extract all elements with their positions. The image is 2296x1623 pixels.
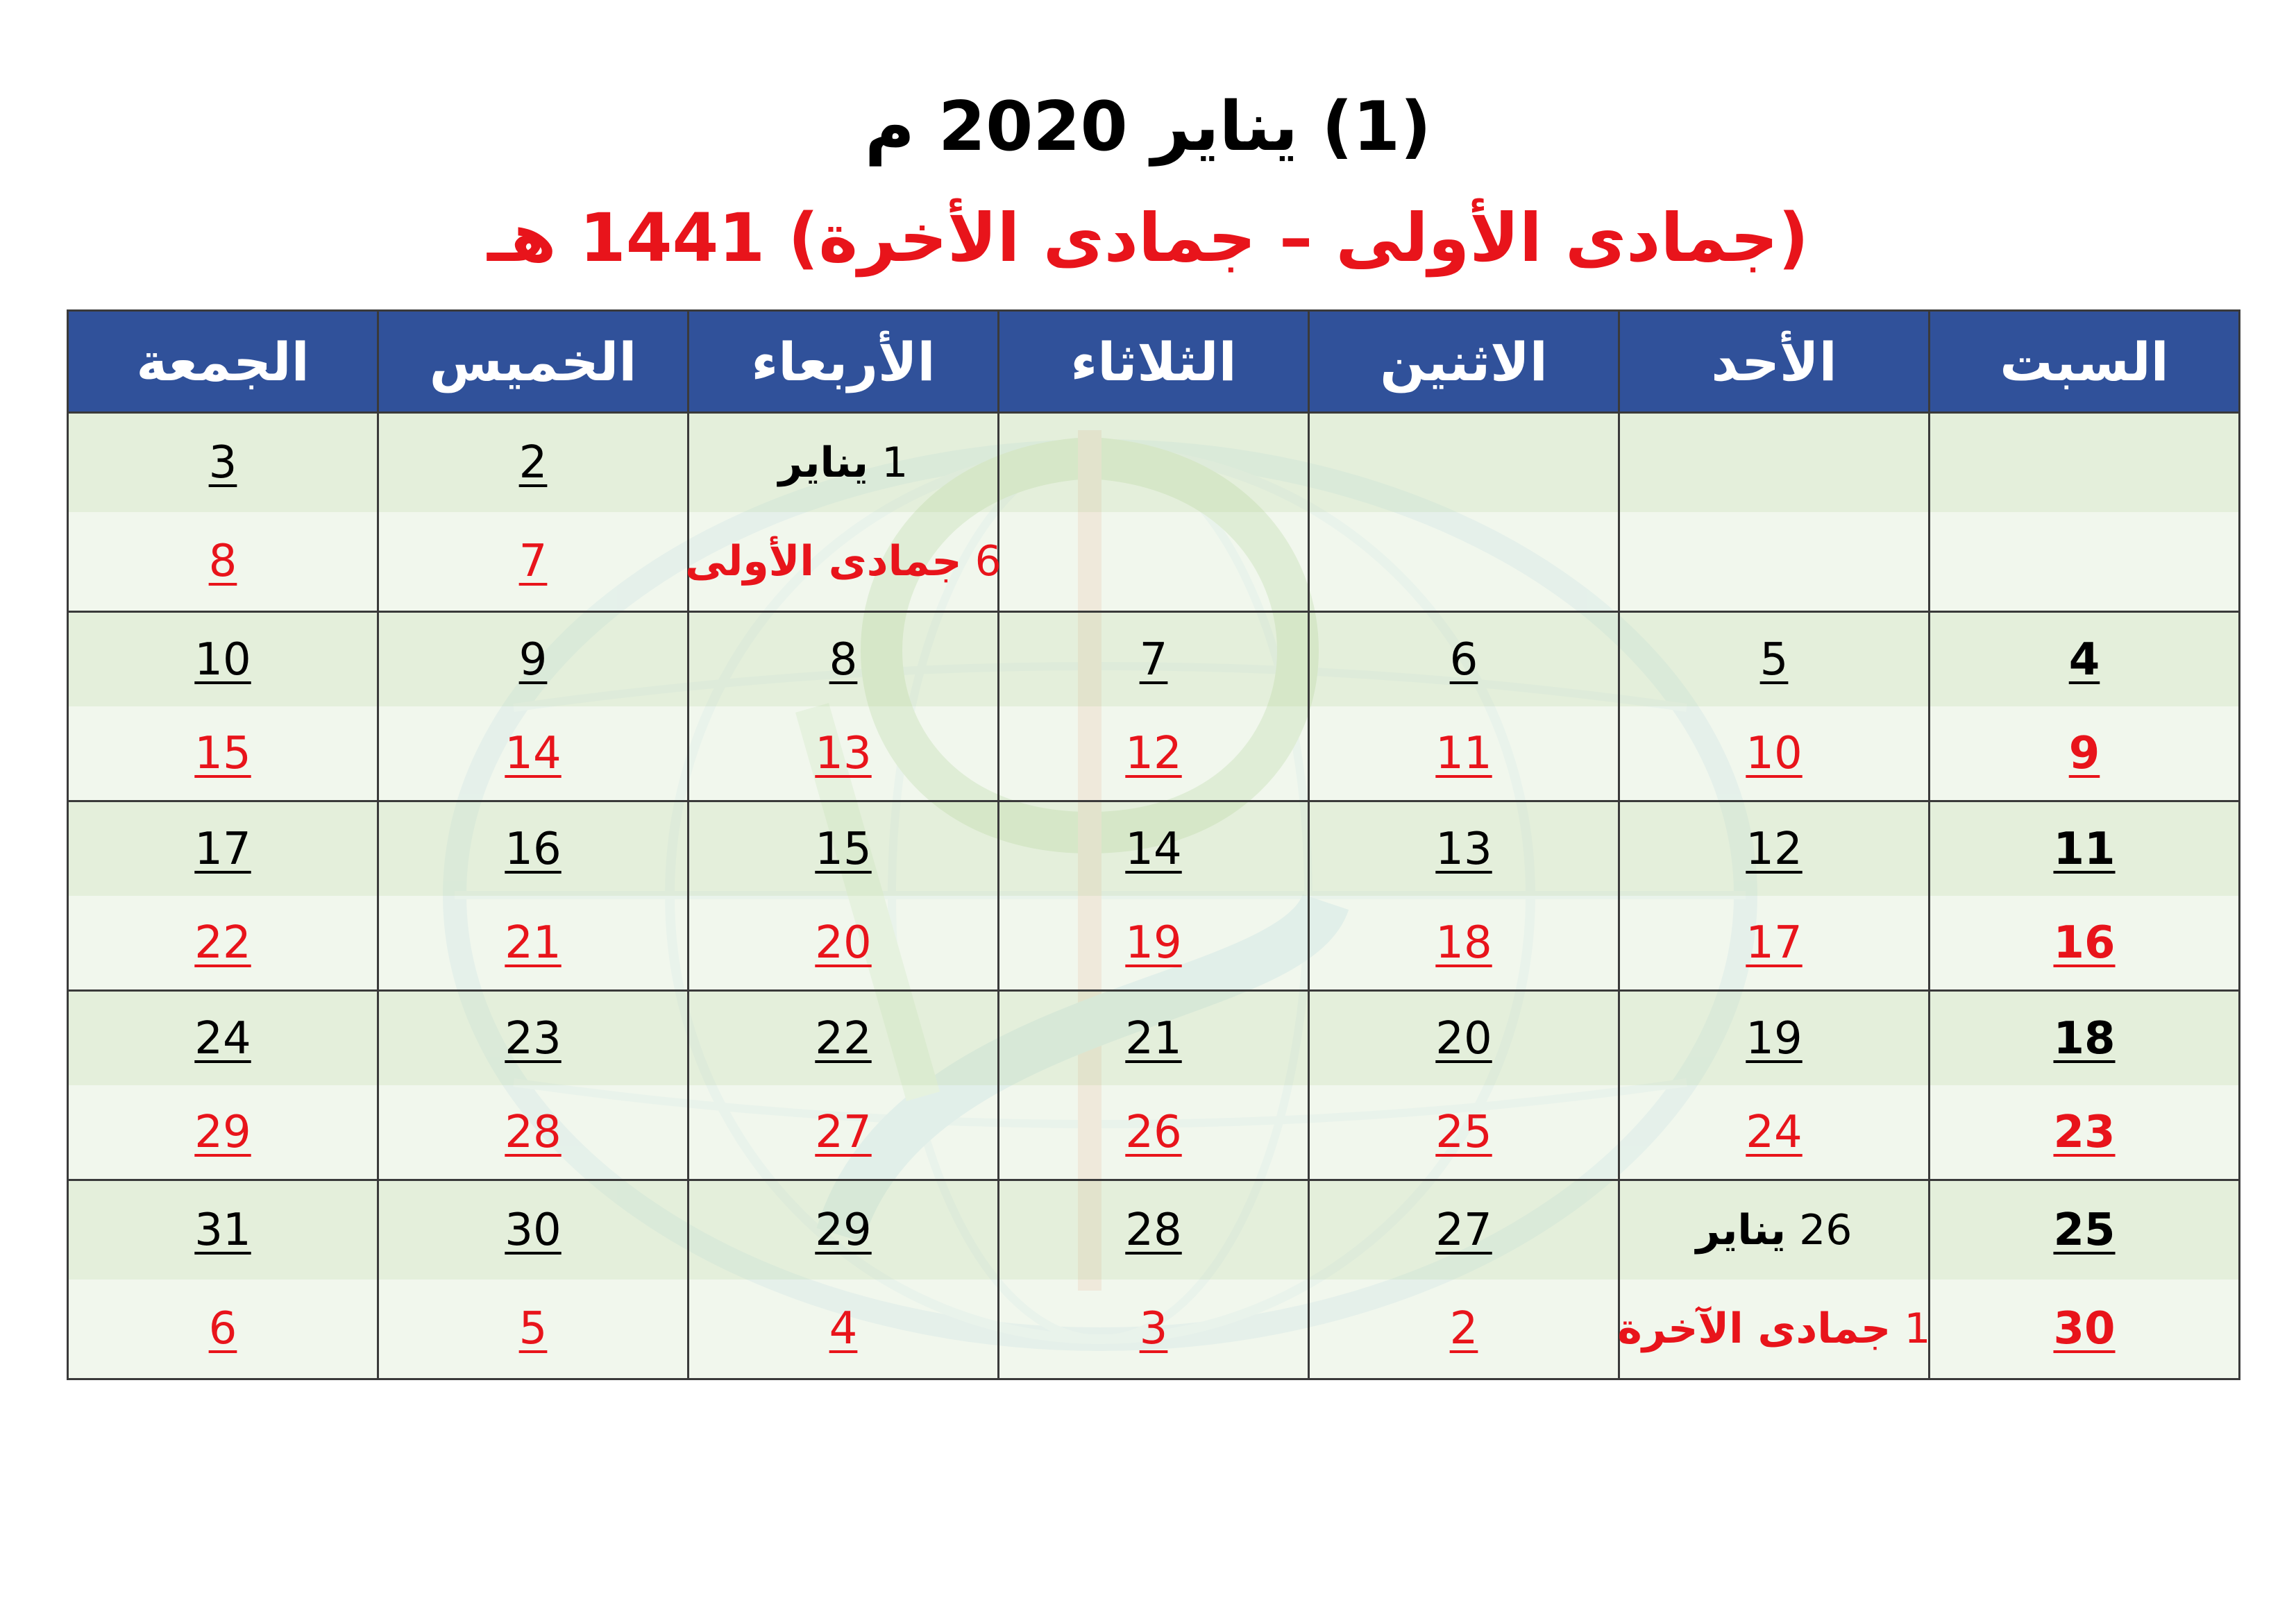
- hijri-day-number: 23: [2053, 1106, 2116, 1158]
- calendar-day-cell: [689, 801, 999, 991]
- gregorian-day-number: 14: [1125, 823, 1182, 875]
- gregorian-date: [1310, 613, 1618, 706]
- hijri-day-number: 2: [1449, 1303, 1478, 1354]
- hijri-month-name: جمادى الآخرة: [1617, 1305, 1891, 1353]
- hijri-date: [1930, 512, 2238, 611]
- hijri-date: [1930, 1085, 2238, 1179]
- calendar-day-cell: [1930, 801, 2240, 991]
- hijri-date: [1620, 512, 1928, 611]
- hijri-day-number: 12: [1125, 727, 1182, 779]
- hijri-date: [1620, 1085, 1928, 1179]
- calendar-day-cell: [1309, 1180, 1619, 1379]
- calendar-week-row: [68, 991, 2240, 1180]
- gregorian-day-number: 12: [1746, 823, 1803, 875]
- day-cell-content: [379, 414, 687, 611]
- gregorian-month-start: [778, 439, 909, 487]
- calendar-day-cell: [1309, 801, 1619, 991]
- gregorian-date: [379, 1181, 687, 1280]
- gregorian-date: [1930, 992, 2238, 1085]
- hijri-day-number: 1: [1904, 1305, 1931, 1353]
- gregorian-date: [1310, 414, 1618, 512]
- gregorian-date: [69, 992, 377, 1085]
- day-cell-content: [689, 613, 997, 800]
- calendar-week-row: [68, 413, 2240, 612]
- gregorian-date: [69, 802, 377, 896]
- day-cell-content: [1620, 802, 1928, 989]
- gregorian-day-number: 21: [1125, 1012, 1182, 1064]
- calendar-day-cell: [1930, 413, 2240, 612]
- calendar-day-cell: [1930, 1180, 2240, 1379]
- calendar-day-cell: [999, 612, 1309, 801]
- day-cell-content: [1310, 802, 1618, 989]
- gregorian-day-number: 10: [194, 634, 251, 686]
- hijri-date: [999, 1280, 1308, 1378]
- gregorian-day-number: 20: [1435, 1012, 1492, 1064]
- hijri-date: [1310, 706, 1618, 800]
- hijri-date: [1310, 896, 1618, 989]
- hijri-date: [69, 1280, 377, 1378]
- day-cell-content: [1620, 613, 1928, 800]
- day-cell-content: [999, 992, 1308, 1179]
- gregorian-day-number: 8: [829, 634, 858, 686]
- gregorian-date: [379, 613, 687, 706]
- calendar-day-cell: [999, 991, 1309, 1180]
- hijri-day-number: 7: [518, 536, 548, 587]
- hijri-day-number: 25: [1435, 1106, 1492, 1158]
- hijri-day-number: 6: [974, 537, 1002, 586]
- hijri-day-number: 13: [815, 727, 872, 779]
- day-cell-content: [685, 414, 1002, 611]
- hijri-date: [999, 896, 1308, 989]
- gregorian-day-number: 30: [505, 1205, 562, 1256]
- weekday-header: الخميس: [378, 311, 689, 413]
- day-cell-content: [1620, 992, 1928, 1179]
- gregorian-day-number: 11: [2053, 823, 2116, 875]
- gregorian-day-number: 22: [815, 1012, 872, 1064]
- calendar-day-cell: [999, 801, 1309, 991]
- day-cell-content: [1617, 1181, 1931, 1378]
- calendar-day-cell: [378, 612, 689, 801]
- hijri-day-number: 5: [518, 1303, 548, 1354]
- hijri-date: [69, 706, 377, 800]
- hijri-date: [1930, 1280, 2238, 1378]
- gregorian-date: [1620, 414, 1928, 512]
- gregorian-date: [379, 414, 687, 512]
- gregorian-month-name: يناير: [778, 439, 869, 487]
- gregorian-day-number: 24: [194, 1012, 251, 1064]
- hijri-day-number: 21: [505, 917, 562, 969]
- day-cell-content: [69, 992, 377, 1179]
- gregorian-day-number: 15: [815, 823, 872, 875]
- day-cell-content: [999, 414, 1308, 611]
- day-cell-content: [69, 802, 377, 989]
- day-cell-content: [689, 992, 997, 1179]
- calendar-day-cell: [68, 612, 378, 801]
- hijri-day-number: 8: [208, 536, 237, 587]
- gregorian-day-number: 19: [1746, 1012, 1803, 1064]
- gregorian-day-number: 6: [1449, 634, 1478, 686]
- hijri-day-number: 27: [815, 1106, 872, 1158]
- gregorian-day-number: 9: [518, 634, 548, 686]
- hijri-date: [999, 512, 1308, 611]
- hijri-month-start: [1617, 1305, 1931, 1353]
- weekday-header: الثلاثاء: [999, 311, 1309, 413]
- gregorian-day-number: 3: [208, 437, 237, 488]
- gregorian-month-name: يناير: [1696, 1206, 1786, 1255]
- gregorian-date: [379, 992, 687, 1085]
- day-cell-content: [1310, 1181, 1618, 1378]
- day-cell-content: [1930, 1181, 2238, 1378]
- hijri-date: [379, 1085, 687, 1179]
- weekday-header-row: [68, 311, 2240, 413]
- calendar-day-cell: [1930, 991, 2240, 1180]
- hijri-date: [1620, 896, 1928, 989]
- gregorian-date: [1620, 802, 1928, 896]
- hijri-day-number: 28: [505, 1106, 562, 1158]
- gregorian-date: [999, 613, 1308, 706]
- gregorian-date: [689, 613, 997, 706]
- weekday-header: الأربعاء: [689, 311, 999, 413]
- calendar-day-cell: [1619, 612, 1930, 801]
- calendar-day-cell: [1619, 413, 1930, 612]
- hijri-day-number: 19: [1125, 917, 1182, 969]
- gregorian-month-start: [1696, 1206, 1852, 1255]
- day-cell-content: [1930, 613, 2238, 800]
- calendar-day-cell: [68, 413, 378, 612]
- day-cell-content: [689, 802, 997, 989]
- gregorian-date: [1620, 1181, 1928, 1280]
- hijri-day-number: 11: [1435, 727, 1492, 779]
- gregorian-day-number: 13: [1435, 823, 1492, 875]
- hijri-date: [1930, 896, 2238, 989]
- calendar-day-cell: [1309, 612, 1619, 801]
- hijri-date: [685, 512, 1002, 611]
- calendar-week-row: [68, 612, 2240, 801]
- calendar-table: [67, 309, 2240, 1380]
- gregorian-day-number: 25: [2053, 1205, 2116, 1256]
- hijri-day-number: 22: [194, 917, 251, 969]
- hijri-date: [379, 512, 687, 611]
- hijri-day-number: 26: [1125, 1106, 1182, 1158]
- calendar-week-row: [68, 801, 2240, 991]
- hijri-day-number: 9: [2068, 727, 2100, 779]
- day-cell-content: [69, 1181, 377, 1378]
- day-cell-content: [379, 802, 687, 989]
- page-title-hijri: (جمادى الأولى – جمادى الأخرة) 1441 هـ: [487, 199, 1809, 277]
- hijri-date: [1620, 706, 1928, 800]
- calendar-day-cell: [1930, 612, 2240, 801]
- hijri-day-number: 4: [829, 1303, 858, 1354]
- gregorian-day-number: 1: [881, 439, 909, 487]
- hijri-date: [999, 1085, 1308, 1179]
- gregorian-date: [689, 414, 997, 512]
- weekday-header: السبت: [1930, 311, 2240, 413]
- gregorian-day-number: 29: [815, 1205, 872, 1256]
- hijri-date: [689, 706, 997, 800]
- hijri-date: [379, 706, 687, 800]
- day-cell-content: [1310, 414, 1618, 611]
- gregorian-date: [999, 802, 1308, 896]
- gregorian-date: [1310, 802, 1618, 896]
- day-cell-content: [999, 802, 1308, 989]
- gregorian-date: [1930, 414, 2238, 512]
- calendar-day-cell: [378, 1180, 689, 1379]
- day-cell-content: [1620, 414, 1928, 611]
- day-cell-content: [379, 1181, 687, 1378]
- hijri-date: [1310, 512, 1618, 611]
- gregorian-date: [689, 992, 997, 1085]
- day-cell-content: [1930, 414, 2238, 611]
- hijri-day-number: 10: [1746, 727, 1803, 779]
- day-cell-content: [1310, 992, 1618, 1179]
- gregorian-date: [689, 802, 997, 896]
- gregorian-date: [379, 802, 687, 896]
- weekday-header: الجمعة: [68, 311, 378, 413]
- gregorian-date: [69, 613, 377, 706]
- calendar-day-cell: [378, 991, 689, 1180]
- gregorian-date: [69, 414, 377, 512]
- hijri-day-number: 24: [1746, 1106, 1803, 1158]
- hijri-day-number: 17: [1746, 917, 1803, 969]
- gregorian-date: [1620, 613, 1928, 706]
- day-cell-content: [69, 613, 377, 800]
- gregorian-date: [1930, 613, 2238, 706]
- hijri-date: [689, 896, 997, 989]
- hijri-day-number: 6: [208, 1303, 237, 1354]
- gregorian-day-number: 16: [505, 823, 562, 875]
- calendar-day-cell: [685, 413, 1002, 612]
- day-cell-content: [379, 613, 687, 800]
- hijri-day-number: 30: [2053, 1303, 2116, 1354]
- calendar-day-cell: [68, 801, 378, 991]
- day-cell-content: [379, 992, 687, 1179]
- hijri-month-start: [685, 537, 1002, 586]
- hijri-date: [999, 706, 1308, 800]
- hijri-date: [69, 896, 377, 989]
- calendar-day-cell: [378, 413, 689, 612]
- gregorian-date: [69, 1181, 377, 1280]
- calendar-day-cell: [1619, 1180, 1930, 1379]
- gregorian-day-number: 31: [194, 1205, 251, 1256]
- hijri-date: [69, 1085, 377, 1179]
- gregorian-date: [1310, 992, 1618, 1085]
- gregorian-day-number: 2: [518, 437, 548, 488]
- gregorian-date: [1620, 992, 1928, 1085]
- gregorian-day-number: 4: [2068, 634, 2100, 686]
- weekday-header: الاثنين: [1309, 311, 1619, 413]
- gregorian-date: [1930, 1181, 2238, 1280]
- hijri-day-number: 3: [1139, 1303, 1168, 1354]
- hijri-day-number: 20: [815, 917, 872, 969]
- hijri-month-name: جمادى الأولى: [685, 537, 962, 586]
- hijri-date: [1310, 1085, 1618, 1179]
- page-title-gregorian: (1) يناير 2020 م: [864, 87, 1432, 167]
- calendar-day-cell: [689, 612, 999, 801]
- gregorian-date: [1930, 802, 2238, 896]
- gregorian-date: [999, 1181, 1308, 1280]
- calendar-week-row: [68, 1180, 2240, 1379]
- calendar-day-cell: [689, 991, 999, 1180]
- hijri-day-number: 18: [1435, 917, 1492, 969]
- hijri-day-number: 15: [194, 727, 251, 779]
- hijri-day-number: 29: [194, 1106, 251, 1158]
- day-cell-content: [689, 1181, 997, 1378]
- gregorian-date: [999, 992, 1308, 1085]
- calendar-day-cell: [999, 1180, 1309, 1379]
- gregorian-day-number: 17: [194, 823, 251, 875]
- gregorian-day-number: 18: [2053, 1012, 2116, 1064]
- calendar-day-cell: [1309, 413, 1619, 612]
- day-cell-content: [1930, 802, 2238, 989]
- day-cell-content: [999, 613, 1308, 800]
- gregorian-day-number: 7: [1139, 634, 1168, 686]
- hijri-date: [379, 896, 687, 989]
- calendar-day-cell: [68, 991, 378, 1180]
- calendar-day-cell: [689, 1180, 999, 1379]
- gregorian-day-number: 27: [1435, 1205, 1492, 1256]
- hijri-date: [689, 1085, 997, 1179]
- hijri-date: [379, 1280, 687, 1378]
- hijri-day-number: 14: [505, 727, 562, 779]
- gregorian-day-number: 23: [505, 1012, 562, 1064]
- calendar-day-cell: [1619, 991, 1930, 1180]
- hijri-date: [69, 512, 377, 611]
- calendar-day-cell: [68, 1180, 378, 1379]
- gregorian-day-number: 26: [1799, 1206, 1852, 1255]
- hijri-date: [1930, 706, 2238, 800]
- gregorian-day-number: 5: [1759, 634, 1789, 686]
- calendar-day-cell: [1619, 801, 1930, 991]
- day-cell-content: [69, 414, 377, 611]
- calendar-day-cell: [1309, 991, 1619, 1180]
- day-cell-content: [1310, 613, 1618, 800]
- day-cell-content: [999, 1181, 1308, 1378]
- hijri-date: [1310, 1280, 1618, 1378]
- hijri-date: [1617, 1280, 1931, 1378]
- calendar-day-cell: [999, 413, 1309, 612]
- weekday-header: الأحد: [1619, 311, 1930, 413]
- day-cell-content: [1930, 992, 2238, 1179]
- gregorian-day-number: 28: [1125, 1205, 1182, 1256]
- calendar-day-cell: [378, 801, 689, 991]
- gregorian-date: [999, 414, 1308, 512]
- gregorian-date: [1310, 1181, 1618, 1280]
- gregorian-date: [689, 1181, 997, 1280]
- hijri-day-number: 16: [2053, 917, 2116, 969]
- hijri-date: [689, 1280, 997, 1378]
